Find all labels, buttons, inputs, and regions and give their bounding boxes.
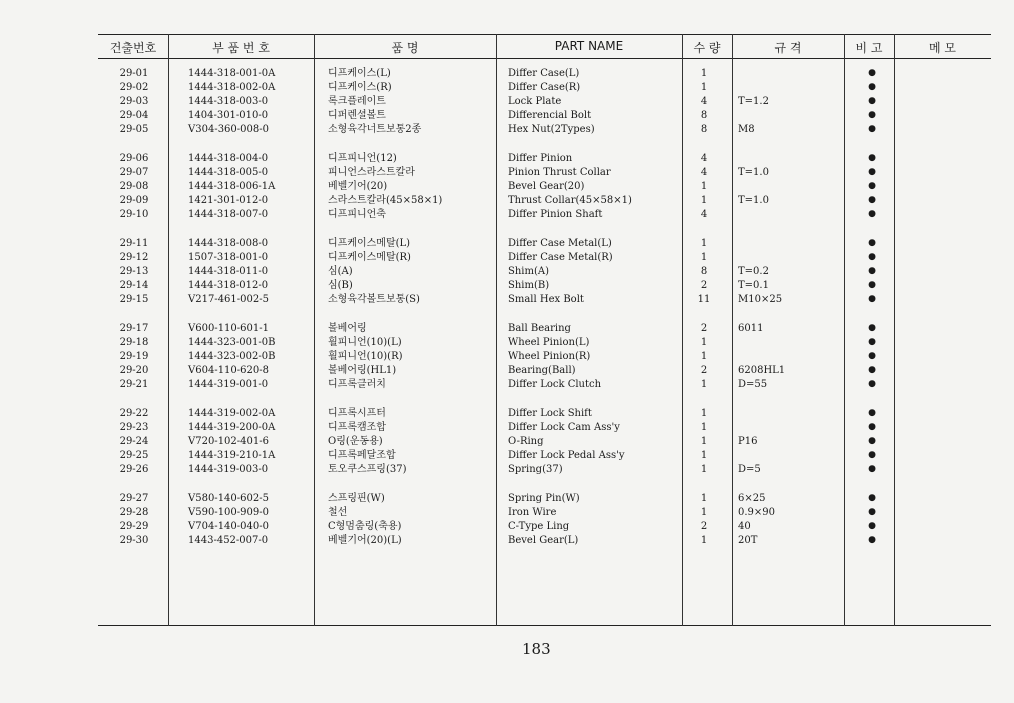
korean-name: 휠피니언(10)(L) [328, 337, 402, 348]
table-row [98, 109, 991, 122]
note-marker: ● [868, 68, 876, 78]
row-number: 29-29 [119, 521, 149, 532]
table-row [98, 350, 991, 363]
row-number: 29-12 [119, 252, 149, 263]
part-number: 1444-318-003-0 [188, 96, 269, 107]
part-name: Ball Bearing [508, 323, 571, 334]
note-marker: ● [868, 450, 876, 460]
note-marker: ● [868, 337, 876, 347]
note-marker: ● [868, 507, 876, 517]
korean-name: 소형육각볼트보통(S) [328, 294, 420, 305]
korean-name: 베벨기어(20)(L) [328, 535, 402, 546]
row-number: 29-02 [119, 82, 149, 93]
korean-name: 디프케이스메탈(L) [328, 238, 411, 249]
part-name: Differ Pinion [508, 153, 573, 164]
korean-name: 토오쿠스프링(37) [328, 464, 407, 475]
table-row [98, 435, 991, 448]
table-row [98, 152, 991, 165]
quantity: 11 [697, 294, 711, 305]
korean-name: 심(B) [328, 280, 353, 291]
quantity: 1 [700, 68, 708, 79]
row-number: 29-11 [119, 238, 149, 249]
table-bottom-rule [98, 625, 991, 626]
korean-name: 피니언스라스트칼라 [328, 167, 415, 178]
spec: D=55 [738, 379, 768, 390]
row-number: 29-01 [119, 68, 149, 79]
header-part-number: 부 품 번 호 [212, 41, 270, 55]
quantity: 4 [700, 209, 708, 220]
row-number: 29-07 [119, 167, 149, 178]
quantity: 4 [700, 96, 708, 107]
part-number: 1444-318-002-0A [188, 82, 276, 93]
part-name: Differ Pinion Shaft [508, 209, 603, 220]
spec: T=1.0 [738, 167, 769, 178]
spec: M10×25 [738, 294, 783, 305]
row-number: 29-15 [119, 294, 149, 305]
korean-name: 디프피니언(12) [328, 153, 397, 164]
korean-name: 스프링핀(W) [328, 493, 385, 504]
table-row [98, 180, 991, 193]
korean-name: 디프록클러치 [328, 379, 386, 390]
quantity: 2 [700, 365, 708, 376]
korean-name: 디퍼렌셜볼트 [328, 110, 386, 121]
table-row [98, 237, 991, 250]
table-row [98, 336, 991, 349]
row-number: 29-10 [119, 209, 149, 220]
spec: M8 [738, 124, 755, 135]
note-marker: ● [868, 110, 876, 120]
quantity: 1 [700, 82, 708, 93]
row-number: 29-05 [119, 124, 149, 135]
note-marker: ● [868, 209, 876, 219]
quantity: 1 [700, 379, 708, 390]
table-row [98, 463, 991, 476]
korean-name: 디프록시프터 [328, 408, 386, 419]
part-number: 1421-301-012-0 [188, 195, 269, 206]
table-row [98, 506, 991, 519]
row-number: 29-22 [119, 408, 149, 419]
part-name: Shim(B) [508, 280, 550, 291]
korean-name: 록크플레이트 [328, 96, 386, 107]
note-marker: ● [868, 96, 876, 106]
row-number: 29-24 [119, 436, 149, 447]
quantity: 2 [700, 280, 708, 291]
part-name: Differ Case(L) [508, 68, 580, 79]
note-marker: ● [868, 379, 876, 389]
table-row [98, 166, 991, 179]
note-marker: ● [868, 167, 876, 177]
part-number: V600-110-601-1 [188, 323, 269, 334]
part-name: Hex Nut(2Types) [508, 124, 595, 135]
note-marker: ● [868, 124, 876, 134]
part-number: 1444-318-007-0 [188, 209, 269, 220]
part-name: Spring Pin(W) [508, 493, 580, 504]
spec: 6208HL1 [738, 365, 786, 376]
quantity: 8 [700, 266, 708, 277]
quantity: 1 [700, 351, 708, 362]
part-number: 1507-318-001-0 [188, 252, 269, 263]
row-number: 29-30 [119, 535, 149, 546]
part-number: 1404-301-010-0 [188, 110, 269, 121]
korean-name: 철선 [328, 507, 348, 518]
spec: D=5 [738, 464, 761, 475]
table-row [98, 534, 991, 547]
quantity: 1 [700, 507, 708, 518]
row-number: 29-03 [119, 96, 149, 107]
part-name: Differ Lock Cam Ass'y [508, 422, 620, 433]
note-marker: ● [868, 238, 876, 248]
part-name: Differ Case Metal(L) [508, 238, 612, 249]
part-number: 1443-452-007-0 [188, 535, 269, 546]
part-name: Pinion Thrust Collar [508, 167, 611, 178]
quantity: 1 [700, 422, 708, 433]
part-number: 1444-323-002-0B [188, 351, 276, 362]
part-name: Wheel Pinion(L) [508, 337, 590, 348]
table-row [98, 520, 991, 533]
spec: 6×25 [738, 493, 766, 504]
korean-name: O링(운동용) [328, 436, 383, 447]
quantity: 1 [700, 493, 708, 504]
note-marker: ● [868, 351, 876, 361]
quantity: 1 [700, 238, 708, 249]
note-marker: ● [868, 535, 876, 545]
part-name: Differencial Bolt [508, 110, 592, 121]
note-marker: ● [868, 195, 876, 205]
part-number: 1444-318-008-0 [188, 238, 269, 249]
row-number: 29-20 [119, 365, 149, 376]
part-name: C-Type Ling [508, 521, 570, 532]
part-name: Bearing(Ball) [508, 365, 576, 376]
table-row [98, 407, 991, 420]
table-row [98, 378, 991, 391]
part-name: Spring(37) [508, 464, 563, 475]
row-number: 29-04 [119, 110, 149, 121]
korean-name: 디프피니언축 [328, 209, 386, 220]
part-number: V590-100-909-0 [188, 507, 269, 518]
part-number: V604-110-620-8 [188, 365, 269, 376]
part-name: Differ Case(R) [508, 82, 581, 93]
quantity: 1 [700, 195, 708, 206]
row-number: 29-09 [119, 195, 149, 206]
quantity: 1 [700, 464, 708, 475]
part-number: V217-461-002-5 [188, 294, 269, 305]
note-marker: ● [868, 266, 876, 276]
note-marker: ● [868, 365, 876, 375]
note-marker: ● [868, 181, 876, 191]
header-bottom-rule [98, 58, 991, 59]
quantity: 8 [700, 110, 708, 121]
note-marker: ● [868, 464, 876, 474]
note-marker: ● [868, 408, 876, 418]
header-korean-name: 품 명 [391, 41, 419, 55]
parts-table [98, 34, 991, 626]
row-number: 29-19 [119, 351, 149, 362]
quantity: 8 [700, 124, 708, 135]
part-name: Iron Wire [508, 507, 557, 518]
part-name: Differ Lock Shift [508, 408, 592, 419]
korean-name: 볼베어링 [328, 323, 367, 334]
row-number: 29-14 [119, 280, 149, 291]
spec: 40 [738, 521, 751, 532]
spec: P16 [738, 436, 758, 447]
table-row [98, 81, 991, 94]
part-number: 1444-319-003-0 [188, 464, 269, 475]
korean-name: 심(A) [328, 266, 353, 277]
part-name: Shim(A) [508, 266, 549, 277]
table-row [98, 123, 991, 136]
row-number: 29-13 [119, 266, 149, 277]
header-spec: 규 격 [774, 41, 802, 55]
quantity: 2 [700, 521, 708, 532]
table-row [98, 449, 991, 462]
note-marker: ● [868, 436, 876, 446]
row-number: 29-25 [119, 450, 149, 461]
table-row [98, 421, 991, 434]
part-number: 1444-318-012-0 [188, 280, 269, 291]
row-number: 29-28 [119, 507, 149, 518]
quantity: 1 [700, 450, 708, 461]
part-number: V720-102-401-6 [188, 436, 269, 447]
note-marker: ● [868, 252, 876, 262]
row-number: 29-21 [119, 379, 149, 390]
table-row [98, 364, 991, 377]
spec: 20T [738, 535, 758, 546]
table-row [98, 194, 991, 207]
table-row [98, 208, 991, 221]
page-number: 183 [522, 640, 551, 658]
korean-name: 스라스트칼라(45×58×1) [328, 195, 443, 206]
part-number: 1444-319-002-0A [188, 408, 276, 419]
header-no: 건출번호 [109, 41, 157, 55]
table-row [98, 322, 991, 335]
row-number: 29-27 [119, 493, 149, 504]
korean-name: 디프록페달조합 [328, 450, 396, 461]
row-number: 29-06 [119, 153, 149, 164]
quantity: 2 [700, 323, 708, 334]
part-number: 1444-318-011-0 [188, 266, 269, 277]
korean-name: 디프케이스(L) [328, 68, 391, 79]
table-row [98, 293, 991, 306]
korean-name: 베벨기어(20) [328, 181, 388, 192]
part-number: 1444-318-006-1A [188, 181, 276, 192]
row-number: 29-18 [119, 337, 149, 348]
part-number: 1444-318-004-0 [188, 153, 269, 164]
note-marker: ● [868, 280, 876, 290]
note-marker: ● [868, 493, 876, 503]
table-row [98, 492, 991, 505]
part-number: V704-140-040-0 [188, 521, 269, 532]
table-row [98, 251, 991, 264]
part-name: Wheel Pinion(R) [508, 351, 591, 362]
quantity: 1 [700, 181, 708, 192]
quantity: 1 [700, 252, 708, 263]
part-number: 1444-319-001-0 [188, 379, 269, 390]
part-number: 1444-323-001-0B [188, 337, 276, 348]
row-number: 29-17 [119, 323, 149, 334]
header-memo: 메 모 [929, 41, 956, 55]
note-marker: ● [868, 521, 876, 531]
row-number: 29-26 [119, 464, 149, 475]
row-number: 29-23 [119, 422, 149, 433]
korean-name: 볼베어링(HL1) [328, 365, 397, 376]
header-part-name: PART NAME [554, 39, 624, 53]
part-number: V580-140-602-5 [188, 493, 269, 504]
part-name: Differ Lock Clutch [508, 379, 602, 390]
part-number: V304-360-008-0 [188, 124, 269, 135]
part-number: 1444-319-200-0A [188, 422, 276, 433]
korean-name: 디프록캠조합 [328, 422, 386, 433]
part-name: Small Hex Bolt [508, 294, 584, 305]
quantity: 1 [700, 535, 708, 546]
quantity: 4 [700, 153, 708, 164]
quantity: 1 [700, 436, 708, 447]
quantity: 1 [700, 337, 708, 348]
table-top-rule [98, 34, 991, 35]
part-name: Bevel Gear(20) [508, 181, 585, 192]
note-marker: ● [868, 153, 876, 163]
korean-name: C형멈춤링(축용) [328, 521, 402, 532]
header-note: 비 고 [855, 41, 883, 55]
korean-name: 디프케이스메탈(R) [328, 252, 411, 263]
korean-name: 디프케이스(R) [328, 82, 392, 93]
note-marker: ● [868, 82, 876, 92]
part-name: Bevel Gear(L) [508, 535, 579, 546]
note-marker: ● [868, 422, 876, 432]
table-row [98, 95, 991, 108]
part-name: Differ Lock Pedal Ass'y [508, 450, 625, 461]
row-number: 29-08 [119, 181, 149, 192]
spec: T=1.2 [738, 96, 769, 107]
spec: T=0.1 [738, 280, 769, 291]
part-name: O-Ring [508, 436, 544, 447]
spec: 6011 [738, 323, 764, 334]
part-number: 1444-319-210-1A [188, 450, 276, 461]
korean-name: 휠피니언(10)(R) [328, 351, 403, 362]
spec: 0.9×90 [738, 507, 776, 518]
part-number: 1444-318-001-0A [188, 68, 276, 79]
header-quantity: 수 량 [693, 41, 721, 55]
quantity: 4 [700, 167, 708, 178]
korean-name: 소형육각너트보통2종 [328, 124, 422, 135]
table-row [98, 279, 991, 292]
part-number: 1444-318-005-0 [188, 167, 269, 178]
table-row [98, 67, 991, 80]
part-name: Differ Case Metal(R) [508, 252, 613, 263]
note-marker: ● [868, 294, 876, 304]
note-marker: ● [868, 323, 876, 333]
spec: T=0.2 [738, 266, 769, 277]
part-name: Thrust Collar(45×58×1) [508, 195, 632, 206]
spec: T=1.0 [738, 195, 769, 206]
table-row [98, 265, 991, 278]
part-name: Lock Plate [508, 96, 562, 107]
quantity: 1 [700, 408, 708, 419]
